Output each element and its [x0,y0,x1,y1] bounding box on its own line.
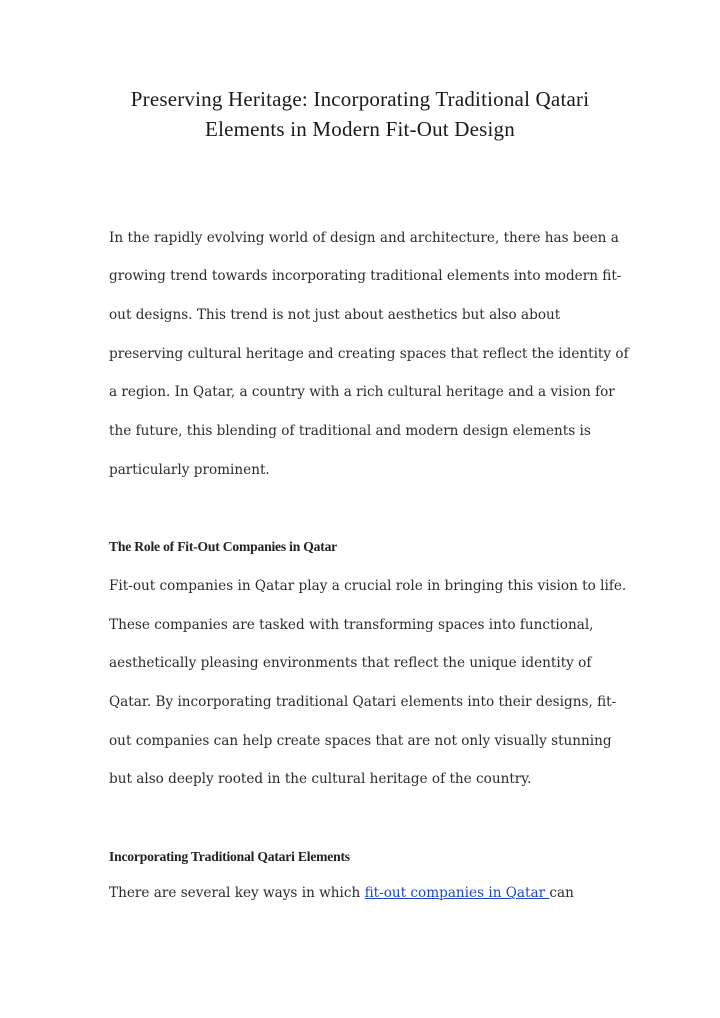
document-title [0,84,720,144]
intro-line-2: growing trend towards incorporating traditional elements into modern fit- [109,268,622,284]
intro-line-6: the future, this blending of traditional and modern design elements is [109,423,591,439]
intro-line-3: out designs. This trend is not just about aesthetics but also about [109,307,561,323]
section-1-line-6: but also deeply rooted in the cultural heritage of the country. [109,771,532,787]
section-1-line-1: Fit-out companies in Qatar play a crucial role in bringing this vision to life. [109,578,627,594]
section-1-line-5: out companies can help create spaces that are not only visually stunning [109,733,612,749]
fit-out-companies-link[interactable]: fit-out companies in Qatar [364,885,550,901]
section-2-line-prefix: There are several key ways in which [109,885,365,901]
section-1-line-4: Qatar. By incorporating traditional Qatari elements into their designs, fit- [109,694,617,710]
intro-line-7: particularly prominent. [109,462,270,478]
intro-line-4: preserving cultural heritage and creating spaces that reflect the identity of [109,346,629,362]
section-2-line-1 [109,883,574,903]
section-heading-fit-out-companies: The Role of Fit-Out Companies in Qatar [109,539,338,554]
section-heading-traditional-elements: Incorporating Traditional Qatari Elements [109,849,350,864]
intro-line-5: a region. In Qatar, a country with a rich cultural heritage and a vision for [109,384,615,400]
section-1-line-3: aesthetically pleasing environments that reflect the unique identity of [109,655,592,671]
document-title-line-1: Preserving Heritage: Incorporating Traditional Qatari [130,87,590,111]
document-title-line-2: Elements in Modern Fit-Out Design [205,117,515,141]
intro-line-1: In the rapidly evolving world of design and architecture, there has been a [109,230,619,246]
section-2-line-suffix: can [549,885,574,901]
section-1-line-2: These companies are tasked with transforming spaces into functional, [109,617,594,633]
